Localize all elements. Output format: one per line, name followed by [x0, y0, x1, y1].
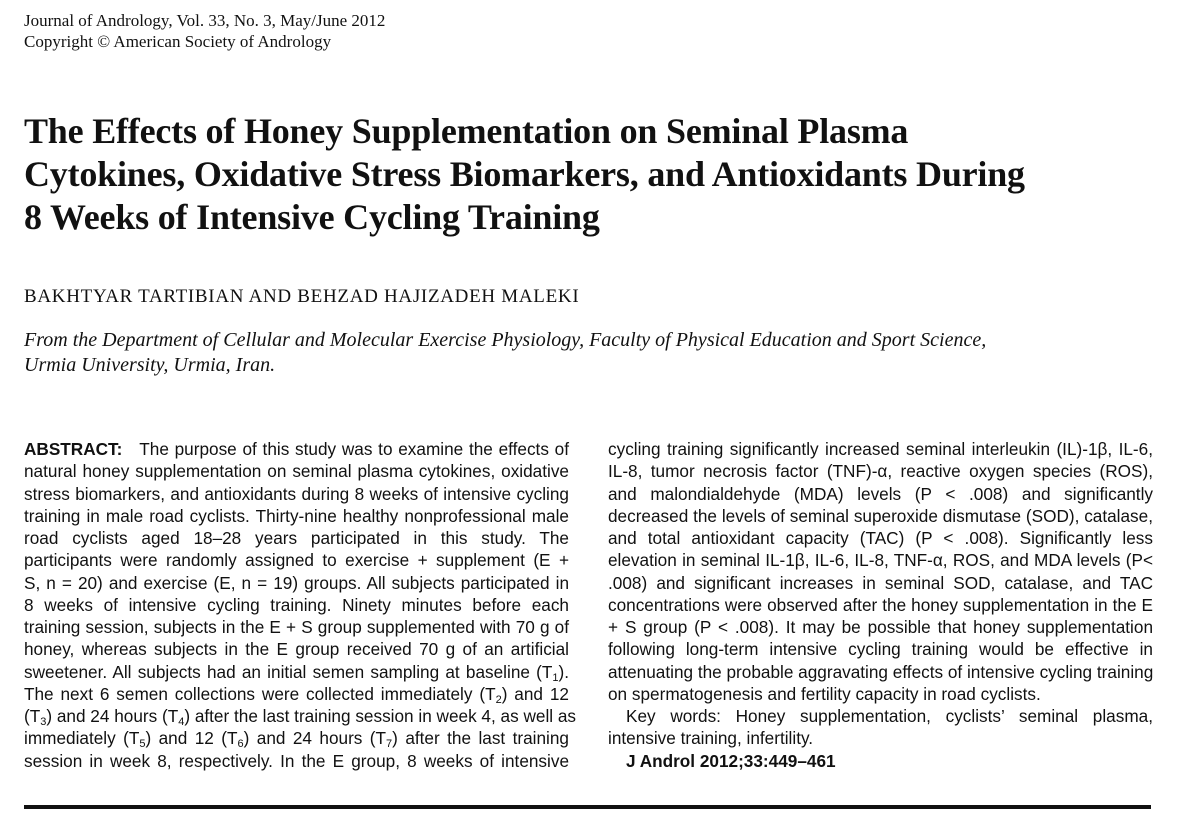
- subscript: 4: [178, 716, 185, 728]
- affiliation-line: From the Department of Cellular and Molecular Exercise Physiology, Faculty of Physical Education and Sport Science,: [24, 329, 987, 351]
- title-line: The Effects of Honey Supplementation on Seminal Plasma: [24, 111, 909, 151]
- abstract-line: IL-8, tumor necrosis factor (TNF)-α, reactive oxygen species (ROS),: [608, 461, 1153, 482]
- abstract-text: ) and 24 hours (T: [46, 706, 179, 726]
- abstract-text: The purpose of this study was to examine the effects of: [139, 439, 569, 459]
- article-title: [24, 110, 1184, 239]
- affiliation: [24, 328, 986, 378]
- journal-citation-line: Journal of Andrology, Vol. 33, No. 3, May/June 2012: [24, 11, 386, 30]
- keywords-line: intensive training, infertility.: [608, 728, 814, 749]
- abstract-line: participants were randomly assigned to exercise + supplement (E +: [24, 550, 569, 571]
- abstract-line: [24, 661, 569, 683]
- abstract-line: decreased the levels of seminal superoxide dismutase (SOD), catalase,: [608, 505, 1153, 526]
- subscript: 3: [40, 716, 47, 728]
- abstract-text: (T: [24, 706, 41, 726]
- subscript: 7: [386, 738, 393, 751]
- subscript: 2: [495, 693, 502, 706]
- abstract-text: ) and 24 hours (T: [243, 728, 387, 749]
- abstract-line: training session, subjects in the E + S group supplemented with 70 g of: [24, 617, 569, 637]
- title-line: 8 Weeks of Intensive Cycling Training: [24, 197, 600, 237]
- abstract-line: and total antioxidant capacity (TAC) (P < .008). Significantly less: [608, 528, 1153, 548]
- journal-header: [24, 10, 385, 52]
- abstract-text: ) after the last training session in week 4, as well as: [184, 706, 577, 726]
- abstract-line: honey, whereas subjects in the E group received 70 g of an artificial: [24, 639, 569, 660]
- abstract-line: training in male road cyclists. Thirty-nine healthy nonprofessional male: [24, 505, 569, 526]
- abstract-line: 8 weeks of intensive cycling training. Ninety minutes before each: [24, 594, 569, 615]
- abstract-line: stress biomarkers, and antioxidants during 8 weeks of intensive cycling: [24, 483, 569, 504]
- abstract-line: S, n = 20) and exercise (E, n = 19) groups. All subjects participated in: [24, 572, 569, 593]
- abstract-text: ) after the last training: [392, 728, 569, 749]
- abstract-text: sweetener. All subjects had an initial semen sampling at baseline (T: [24, 661, 553, 682]
- abstract-left-column: [24, 438, 577, 772]
- abstract-line: on spermatogenesis and fertility capacity in road cyclists.: [608, 683, 1041, 704]
- bottom-rule: [24, 805, 1151, 809]
- journal-reference: J Androl 2012;33:449–461: [626, 750, 836, 771]
- abstract-text: ) and 12: [501, 683, 569, 704]
- abstract-line: concentrations were observed after the honey supplementation in the E: [608, 594, 1153, 615]
- abstract-line: and malondialdehyde (MDA) levels (P < .008) and significantly: [608, 483, 1153, 504]
- abstract-right-column: [608, 438, 1153, 772]
- authors: BAKHTYAR TARTIBIAN AND BEHZAD HAJIZADEH MALEKI: [24, 286, 580, 307]
- abstract-line: elevation in seminal IL-1β, IL-6, IL-8, TNF-α, ROS, and MDA levels (P<: [608, 550, 1153, 571]
- abstract-line: [24, 727, 569, 749]
- title-line: Cytokines, Oxidative Stress Biomarkers, and Antioxidants During: [24, 154, 1025, 194]
- abstract-text: immediately (T: [24, 728, 140, 749]
- abstract-line: attenuating the probable aggravating effects of intensive cycling training: [608, 661, 1154, 682]
- abstract-line: session in week 8, respectively. In the E group, 8 weeks of intensive: [24, 750, 569, 771]
- abstract-text: The next 6 semen collections were collected immediately (T: [24, 683, 496, 704]
- keywords-line: Key words: Honey supplementation, cyclists’ seminal plasma,: [626, 706, 1153, 726]
- abstract-label: ABSTRACT:: [24, 439, 123, 459]
- abstract-line: [24, 705, 577, 728]
- abstract-line: road cyclists aged 18–28 years participated in this study. The: [24, 528, 569, 548]
- abstract-line: .008) and significant increases in seminal SOD, catalase, and TAC: [608, 572, 1153, 593]
- abstract-line: + S group (P < .008). It may be possible that honey supplementation: [608, 617, 1153, 637]
- copyright-line: Copyright © American Society of Andrology: [24, 32, 332, 51]
- abstract-line: natural honey supplementation on seminal plasma cytokines, oxidative: [24, 461, 569, 482]
- abstract-text: ) and 12 (T: [145, 728, 238, 749]
- abstract-text: ).: [558, 661, 569, 682]
- abstract-line: following long-term intensive cycling training would be effective in: [608, 639, 1153, 660]
- abstract-line: [24, 683, 569, 705]
- subscript: 6: [237, 738, 244, 751]
- affiliation-line: Urmia University, Urmia, Iran.: [24, 354, 276, 376]
- subscript: 1: [552, 671, 559, 684]
- subscript: 5: [139, 738, 146, 751]
- abstract-line: cycling training significantly increased seminal interleukin (IL)-1β, IL-6,: [608, 439, 1153, 459]
- abstract-line: [24, 438, 569, 460]
